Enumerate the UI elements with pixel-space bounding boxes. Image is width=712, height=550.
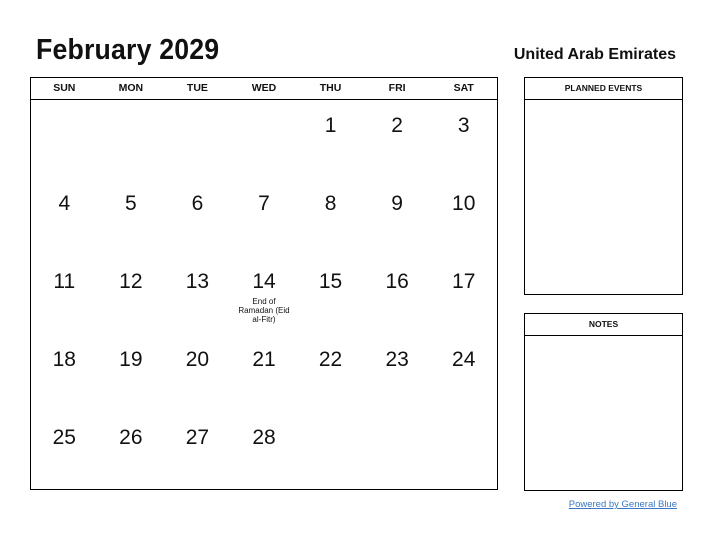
day-cell (364, 178, 431, 256)
day-cell (231, 256, 298, 334)
day-number: 23 (385, 348, 409, 371)
day-cell (31, 334, 98, 412)
day-number: 26 (119, 426, 143, 449)
day-cell (164, 100, 231, 178)
day-cell (297, 334, 364, 412)
day-number: 8 (324, 192, 337, 215)
weekday-sun: SUN (53, 82, 76, 94)
day-cell (31, 178, 98, 256)
day-cell (364, 412, 431, 490)
weekday-sat: SAT (453, 82, 474, 94)
calendar-weeks (31, 100, 497, 490)
day-cell (98, 256, 165, 334)
day-number: 11 (53, 270, 76, 293)
day-number (164, 100, 231, 115)
holiday-label: End of Ramadan (Eid al-Fitr) (238, 297, 290, 324)
page-title: February 2029 (36, 34, 220, 66)
day-number (297, 412, 364, 427)
day-cell (31, 256, 98, 334)
day-number: 2 (391, 114, 403, 137)
day-cell (231, 412, 298, 490)
notes-panel (524, 313, 683, 491)
day-cell (430, 100, 497, 178)
day-number: 22 (318, 348, 343, 371)
day-cell (164, 178, 231, 256)
day-cell (98, 334, 165, 412)
day-cell (297, 256, 364, 334)
day-number: 10 (452, 192, 476, 215)
day-number: 7 (258, 192, 270, 215)
day-cell (98, 100, 165, 178)
day-cell (164, 256, 231, 334)
day-cell (98, 412, 165, 490)
day-number: 14 (252, 270, 276, 293)
day-number: 24 (452, 348, 476, 371)
day-cell (364, 256, 431, 334)
day-number: 1 (324, 114, 337, 137)
day-number: 27 (185, 426, 210, 449)
day-number: 17 (452, 270, 476, 293)
day-cell (430, 178, 497, 256)
day-cell (31, 412, 98, 490)
weekday-header-row (31, 78, 497, 100)
day-number: 4 (58, 192, 71, 215)
day-number (430, 412, 497, 427)
day-number: 15 (318, 270, 343, 293)
weekday-fri: FRI (388, 82, 406, 94)
weekday-wed: WED (251, 82, 277, 94)
day-cell (430, 334, 497, 412)
day-number: 25 (52, 426, 76, 449)
planned-events-header: PLANNED EVENTS (525, 78, 682, 100)
day-number (98, 100, 165, 115)
day-cell (231, 100, 298, 178)
day-number (31, 100, 98, 115)
day-cell (31, 100, 98, 178)
day-number: 12 (119, 270, 143, 293)
day-number: 16 (385, 270, 409, 293)
day-number (364, 412, 431, 427)
day-cell (98, 178, 165, 256)
day-number: 21 (252, 348, 276, 371)
day-number: 18 (52, 348, 76, 371)
day-cell (164, 334, 231, 412)
day-cell (430, 256, 497, 334)
day-cell (364, 100, 431, 178)
day-number: 13 (185, 270, 210, 293)
calendar-grid (30, 77, 498, 490)
day-cell (364, 334, 431, 412)
weekday-thu: THU (319, 82, 342, 94)
notes-header: NOTES (525, 314, 682, 336)
weekday-tue: TUE (186, 82, 208, 94)
day-number: 5 (125, 192, 137, 215)
day-cell (231, 334, 298, 412)
day-number (231, 100, 298, 115)
day-number: 9 (391, 192, 403, 215)
day-number: 6 (191, 192, 204, 215)
planned-events-panel (524, 77, 683, 295)
weekday-mon: MON (118, 82, 144, 94)
day-number: 19 (119, 348, 143, 371)
day-number: 28 (252, 426, 276, 449)
day-cell (297, 178, 364, 256)
day-cell (297, 100, 364, 178)
day-cell (164, 412, 231, 490)
day-cell (297, 412, 364, 490)
day-cell (430, 412, 497, 490)
day-cell (231, 178, 298, 256)
powered-by-link[interactable]: Powered by General Blue (568, 499, 677, 510)
day-number: 3 (457, 114, 470, 137)
country-name: United Arab Emirates (513, 46, 676, 63)
day-number: 20 (185, 348, 210, 371)
